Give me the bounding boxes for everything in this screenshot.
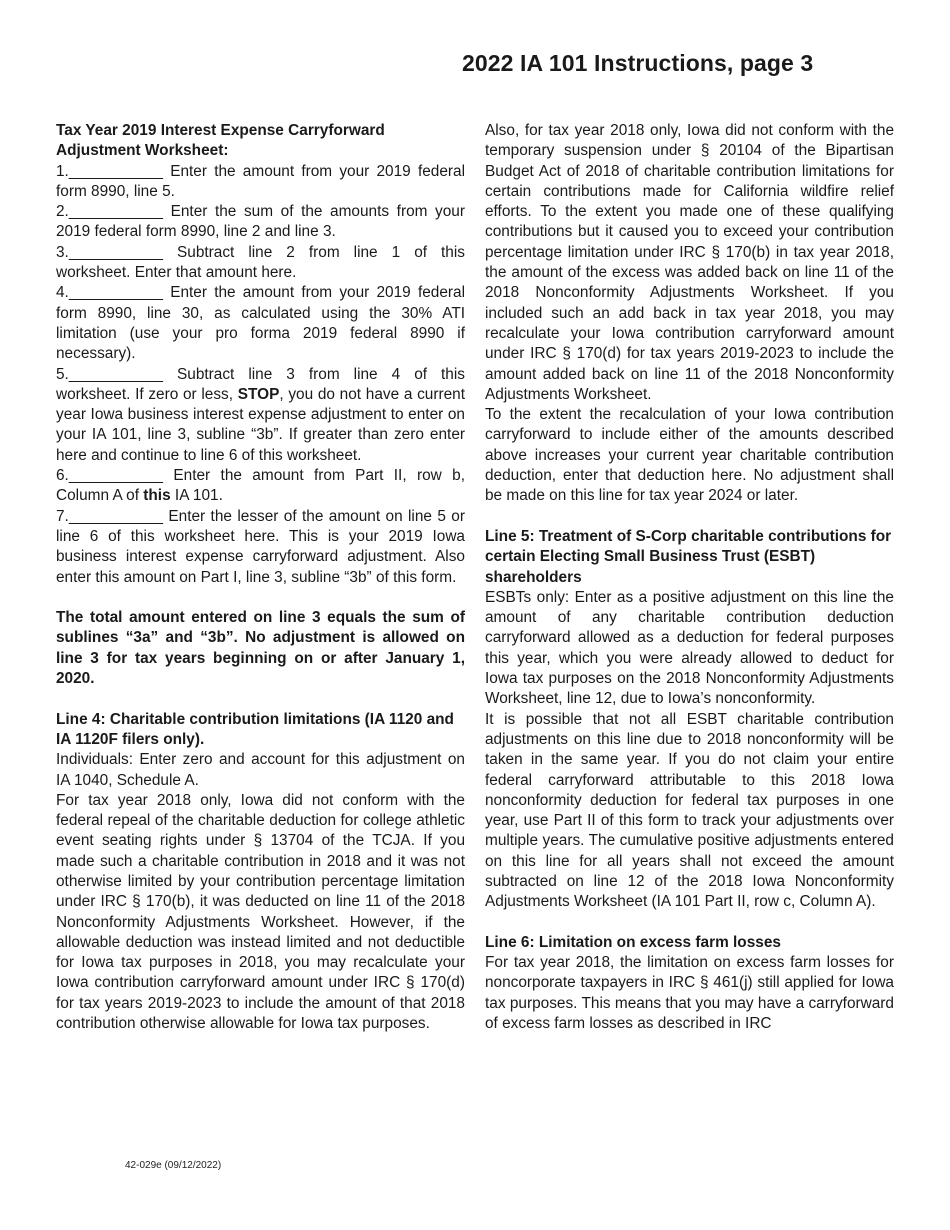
worksheet-line-5: 5.___________ Subtract line 3 from line 4 of this worksheet. If zero or less, STOP, you do not have a current year Iowa business interest expense adjustment to enter on your IA 101, line 3, subline “3b”. If greater than zero enter here and continue to line 6 of this worksheet.: [56, 365, 465, 464]
left-column: [56, 121, 465, 1034]
right-column: [485, 121, 894, 1034]
page-title: 2022 IA 101 Instructions, page 3: [462, 50, 814, 76]
worksheet-line-3: 3.___________ Subtract line 2 from line 1 of this worksheet. Enter that amount here.: [56, 243, 465, 282]
line4-paragraph-recalculation: To the extent the recalculation of your Iowa contribution carryforward to include either of the amounts described above increases your current year charitable contribution deduction, enter that deduction here. No adjustment shall be made on this line for tax year 2024 or later.: [485, 406, 894, 505]
line4-heading: Line 4: Charitable contribution limitations (IA 1120 and IA 1120F filers only).: [56, 710, 454, 748]
line4-paragraph-seating-rights: For tax year 2018 only, Iowa did not conform with the federal repeal of the charitable deduction for college athletic event seating rights under § 13704 of the TCJA. If you made such a charitable contribution in 2018 and it was not otherwise limited by your contribution percentage limitation under IRC § 170(b), it was deducted on line 11 of the 2018 Nonconformity Adjustments Worksheet. However, if the allowable deduction was instead limited and not deductible for Iowa tax purposes in 2018, you may recalculate your Iowa contribution carryforward amount under IRC § 170(d) for tax years 2019-2023 to include the amount of that 2018 contribution otherwise allowable for Iowa tax purposes.: [56, 791, 465, 1033]
worksheet-line-7: 7.___________ Enter the lesser of the amount on line 5 or line 6 of this worksheet here. This is your 2019 Iowa business interest expense carryforward adjustment. Also enter this amount on Part I, line 3, subline “3b” of this form.: [56, 507, 465, 586]
worksheet-title: Tax Year 2019 Interest Expense Carryforward Adjustment Worksheet:: [56, 122, 385, 160]
worksheet-line-4: 4.___________ Enter the amount from your 2019 federal form 8990, line 30, as calculated using the 30% ATI limitation (use your pro forma 2019 federal 8990 if necessary).: [56, 284, 465, 363]
line6-heading: Line 6: Limitation on excess farm losses: [485, 933, 781, 951]
line6-paragraph: For tax year 2018, the limitation on excess farm losses for noncorporate taxpayers in IRC § 461(j) still applied for Iowa tax purposes. This means that you may have a carryforward of excess farm losses as described in IRC: [485, 954, 894, 1033]
line5-paragraph-tracking: It is possible that not all ESBT charitable contribution adjustments on this line due to 2018 nonconformity will be taken in the same year. If you do not claim your entire federal carryforward attributable to this 2018 Iowa nonconformity deduction for federal tax purposes in one year, use Part II of this form to track your adjustments over multiple years. The cumulative positive adjustments entered on this line for all years shall not exceed the amount subtracted on line 12 of the 2018 Iowa Nonconformity Adjustments Worksheet (IA 101 Part II, row c, Column A).: [485, 710, 894, 911]
worksheet-line-1: 1.___________ Enter the amount from your 2019 federal form 8990, line 5.: [56, 162, 465, 200]
line5-paragraph-esbt: ESBTs only: Enter as a positive adjustment on this line the amount of any charitable contribution deduction carryforward allowed as a deduction for federal purposes this year, which you were already allowed to deduct for Iowa tax purposes on the 2018 Nonconformity Adjustments Worksheet, line 12, due to Iowa’s nonconformity.: [485, 588, 894, 708]
form-id-footer: 42-029e (09/12/2022): [125, 1160, 222, 1171]
total-amount-note: The total amount entered on line 3 equals the sum of sublines “3a” and “3b”. No adjustment is allowed on line 3 for tax years beginning on or after January 1, 2020.: [56, 609, 465, 688]
worksheet-line-2: 2.___________ Enter the sum of the amounts from your 2019 federal form 8990, line 2 and line 3.: [56, 203, 465, 241]
line5-heading: Line 5: Treatment of S-Corp charitable contributions for certain Electing Small Business Trust (ESBT) shareholders: [485, 527, 892, 586]
worksheet-line-6: 6.___________ Enter the amount from Part II, row b, Column A of this IA 101.: [56, 467, 465, 505]
line4-paragraph-wildfire: Also, for tax year 2018 only, Iowa did not conform with the temporary suspension under § 20104 of the Bipartisan Budget Act of 2018 of charitable contribution limitations for certain contributions made for California wildfire relief efforts. To the extent you made one of these qualifying contributions but it caused you to exceed your contribution percentage limitation under IRC § 170(b) in tax year 2018, the amount of the excess was added back on line 11 of the 2018 Nonconformity Adjustments Worksheet. If you included such an add back in tax year 2018, you may recalculate your Iowa contribution carryforward amount under IRC § 170(d) for tax years 2019-2023 to include the amount added back on line 11 of the 2018 Nonconformity Adjustments Worksheet.: [485, 122, 894, 403]
line4-paragraph-individuals: Individuals: Enter zero and account for this adjustment on IA 1040, Schedule A.: [56, 751, 465, 789]
